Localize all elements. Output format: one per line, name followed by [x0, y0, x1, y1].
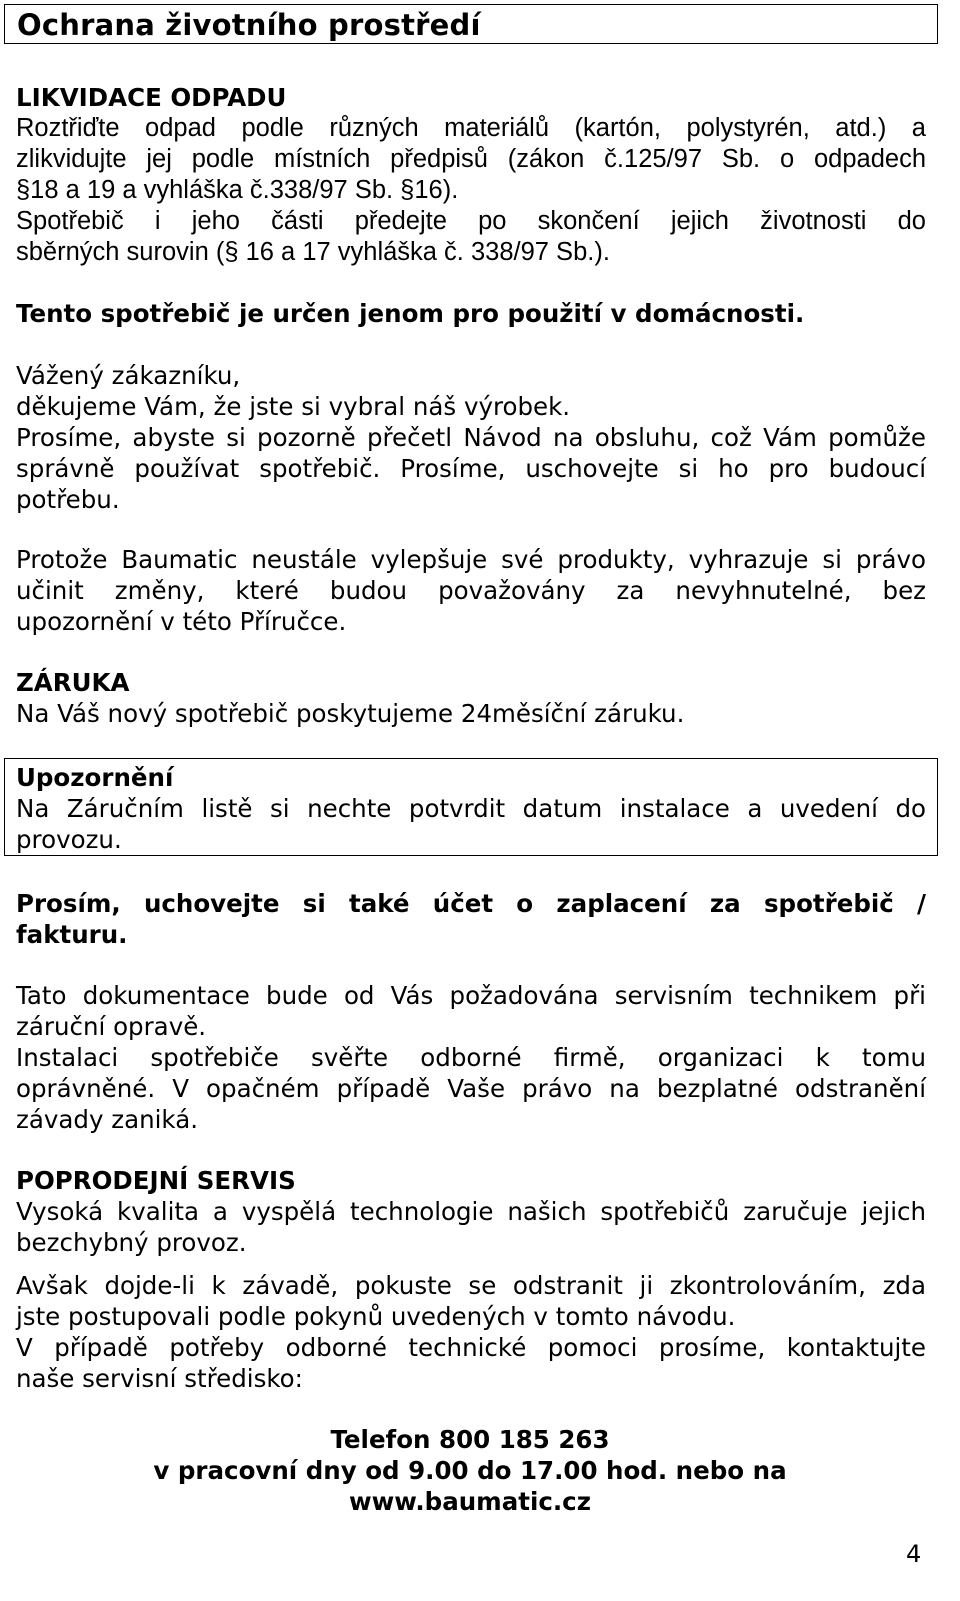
waste-text: [16, 113, 926, 268]
fault-text: [16, 1270, 926, 1394]
fault-line: Avšak dojde-li k závadě, pokuste se odstranit ji zkontrolováním, zda: [16, 1271, 926, 1300]
contact-hours: v pracovní dny od 9.00 do 17.00 hod. nebo na: [153, 1456, 787, 1485]
greeting-text: [16, 360, 926, 515]
waste-line: zlikvidujte jej podle místních předpisů (zákon č.125/97 Sb. o odpadech: [16, 145, 926, 173]
improvements-line: upozornění v této Příručce.: [16, 607, 347, 636]
greeting-line: Prosíme, abyste si pozorně přečetl Návod na obsluhu, což Vám pomůže: [16, 423, 926, 452]
waste-line: sběrných surovin (§ 16 a 17 vyhláška č. 338/97 Sb.).: [16, 238, 610, 266]
receipt-line: fakturu.: [16, 920, 128, 949]
documentation-line: závady zaniká.: [16, 1105, 198, 1134]
page-title: Ochrana životního prostředí: [17, 8, 481, 42]
greeting-line: děkujeme Vám, že jste si vybral náš výrobek.: [16, 392, 571, 421]
contact-phone: Telefon 800 185 263: [330, 1425, 610, 1454]
fault-line: V případě potřeby odborné technické pomoci prosíme, kontaktujte: [16, 1333, 926, 1362]
service-line: Vysoká kvalita a vyspělá technologie našich spotřebičů zaručuje jejich: [16, 1197, 926, 1226]
documentation-line: Instalaci spotřebiče svěřte odborné firmě, organizaci k tomu: [16, 1043, 926, 1072]
page-number: 4: [906, 1540, 922, 1568]
greeting-line: správně používat spotřebič. Prosíme, uschovejte si ho pro budoucí: [16, 454, 926, 483]
notice-line: Na Záručním listě si nechte potvrdit datum instalace a uvedení do: [16, 794, 926, 823]
waste-line: Spotřebič i jeho části předejte po skončení jejich životnosti do: [16, 207, 926, 235]
documentation-line: Tato dokumentace bude od Vás požadována servisním technikem při: [16, 981, 926, 1010]
fault-line: naše servisní středisko:: [16, 1364, 303, 1393]
receipt-line: Prosím, uchovejte si také účet o zaplacení za spotřebič /: [16, 889, 926, 918]
page-title-box: [4, 4, 938, 44]
waste-line: Roztřiďte odpad podle různých materiálů (kartón, polystyrén, atd.) a: [16, 114, 926, 142]
service-heading: POPRODEJNÍ SERVIS: [16, 1166, 296, 1195]
service-text: [16, 1196, 926, 1258]
contact-website[interactable]: www.baumatic.cz: [349, 1487, 591, 1516]
receipt-text: [16, 888, 926, 950]
documentation-text: [16, 980, 926, 1135]
warranty-heading: ZÁRUKA: [16, 668, 130, 697]
notice-text: [16, 793, 926, 855]
greeting-line: Vážený zákazníku,: [16, 361, 241, 390]
waste-line: §18 a 19 a vyhláška č.338/97 Sb. §16).: [16, 176, 459, 204]
improvements-text: [16, 544, 926, 637]
fault-line: jste postupovali podle pokynů uvedených v tomto návodu.: [16, 1302, 736, 1331]
notice-heading: Upozornění: [16, 763, 174, 792]
documentation-line: záruční opravě.: [16, 1012, 207, 1041]
household-note: Tento spotřebič je určen jenom pro použití v domácnosti.: [16, 299, 805, 328]
improvements-line: Protože Baumatic neustále vylepšuje své produkty, vyhrazuje si právo: [16, 545, 926, 574]
waste-heading: LIKVIDACE ODPADU: [16, 83, 287, 112]
greeting-line: potřebu.: [16, 485, 120, 514]
improvements-line: učinit změny, které budou považovány za nevyhnutelné, bez: [16, 576, 926, 605]
notice-line: provozu.: [16, 825, 122, 854]
warranty-text: Na Váš nový spotřebič poskytujeme 24měsíční záruku.: [16, 699, 685, 728]
service-line: bezchybný provoz.: [16, 1228, 247, 1257]
documentation-line: oprávněné. V opačném případě Vaše právo na bezplatné odstranění: [16, 1074, 926, 1103]
